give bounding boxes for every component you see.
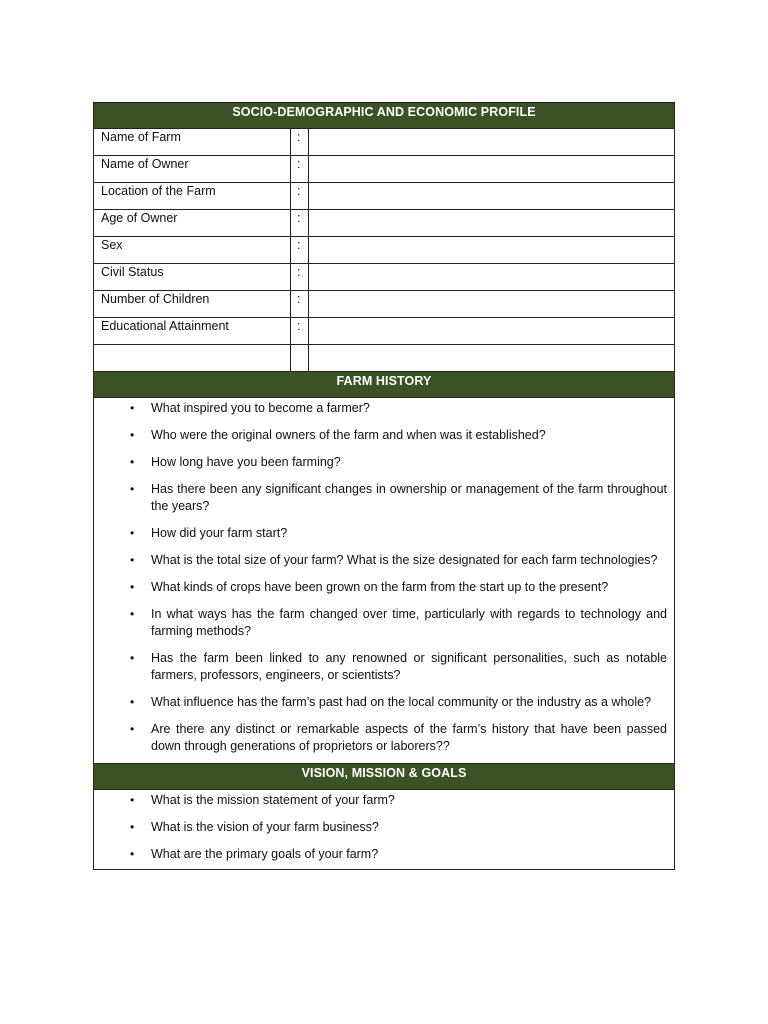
question-text: What is the total size of your farm? What is the size designated for each farm technologies?: [151, 553, 658, 567]
list-item: [94, 846, 667, 863]
question-text: How long have you been farming?: [151, 455, 341, 469]
form-row-educational-attainment: [94, 318, 674, 345]
question-text: How did your farm start?: [151, 526, 288, 540]
field-label: Educational Attainment: [94, 318, 291, 344]
form-row-number-of-children: [94, 291, 674, 318]
list-item: [94, 481, 667, 515]
form-row-blank: [94, 345, 674, 372]
question-text: What is the mission statement of your farm?: [151, 793, 395, 807]
field-label: Location of the Farm: [94, 183, 291, 209]
bullet-icon: •: [130, 482, 135, 496]
bullet-icon: •: [130, 722, 135, 736]
field-label: Name of Farm: [94, 129, 291, 155]
list-item: [94, 579, 667, 596]
field-label: Age of Owner: [94, 210, 291, 236]
question-text: Has the farm been linked to any renowned or significant personalities, such as notable farmers, professors, engineers, or scientists?: [151, 651, 667, 682]
form-row-name-of-owner: [94, 156, 674, 183]
question-text: What are the primary goals of your farm?: [151, 847, 379, 861]
form-row-age-of-owner: [94, 210, 674, 237]
field-colon: :: [291, 210, 309, 236]
form-row-name-of-farm: [94, 129, 674, 156]
question-text: What kinds of crops have been grown on the farm from the start up to the present?: [151, 580, 609, 594]
list-item: [94, 721, 667, 755]
vision-question-list: [94, 792, 674, 869]
list-item: [94, 525, 667, 542]
bullet-icon: •: [130, 793, 135, 807]
list-item: [94, 552, 667, 569]
bullet-icon: •: [130, 651, 135, 665]
form-row-civil-status: [94, 264, 674, 291]
list-item: [94, 606, 667, 640]
location-value-cell[interactable]: [309, 183, 674, 209]
question-text: What influence has the farm’s past had on the local community or the industry as a whole?: [151, 695, 652, 709]
farm-history-question-list: [94, 400, 674, 764]
blank-value-cell[interactable]: [309, 345, 674, 371]
list-item: [94, 694, 667, 711]
list-item: [94, 650, 667, 684]
name-of-farm-value-cell[interactable]: [309, 129, 674, 155]
field-colon: :: [291, 264, 309, 290]
field-label: Number of Children: [94, 291, 291, 317]
bullet-icon: •: [130, 607, 135, 621]
list-item: [94, 400, 667, 417]
field-colon: :: [291, 156, 309, 182]
name-of-owner-value-cell[interactable]: [309, 156, 674, 182]
form-row-sex: [94, 237, 674, 264]
sex-value-cell[interactable]: [309, 237, 674, 263]
field-label: Civil Status: [94, 264, 291, 290]
field-label: Sex: [94, 237, 291, 263]
bullet-icon: •: [130, 820, 135, 834]
field-colon: :: [291, 291, 309, 317]
profile-section-header: SOCIO-DEMOGRAPHIC AND ECONOMIC PROFILE: [94, 103, 674, 129]
bullet-icon: •: [130, 455, 135, 469]
question-text: Are there any distinct or remarkable aspects of the farm’s history that have been passed down through generations of proprietors or laborers??: [151, 722, 667, 753]
question-text: In what ways has the farm changed over time, particularly with regards to technology and farming methods?: [151, 607, 667, 638]
bullet-icon: •: [130, 401, 135, 415]
list-item: [94, 819, 667, 836]
question-text: What is the vision of your farm business?: [151, 820, 379, 834]
age-of-owner-value-cell[interactable]: [309, 210, 674, 236]
vision-section-header: VISION, MISSION & GOALS: [94, 764, 674, 790]
educational-attainment-value-cell[interactable]: [309, 318, 674, 344]
blank-label-cell: [94, 345, 291, 371]
number-of-children-value-cell[interactable]: [309, 291, 674, 317]
blank-colon-cell: [291, 345, 309, 371]
question-text: What inspired you to become a farmer?: [151, 401, 370, 415]
bullet-icon: •: [130, 428, 135, 442]
bullet-icon: •: [130, 580, 135, 594]
bullet-icon: •: [130, 553, 135, 567]
field-colon: :: [291, 129, 309, 155]
civil-status-value-cell[interactable]: [309, 264, 674, 290]
question-text: Has there been any significant changes in ownership or management of the farm throughout the years?: [151, 482, 667, 513]
field-colon: :: [291, 237, 309, 263]
bullet-icon: •: [130, 526, 135, 540]
question-text: Who were the original owners of the farm and when was it established?: [151, 428, 546, 442]
field-colon: :: [291, 183, 309, 209]
list-item: [94, 454, 667, 471]
profile-form: [93, 102, 675, 870]
form-row-location: [94, 183, 674, 210]
bullet-icon: •: [130, 695, 135, 709]
field-colon: :: [291, 318, 309, 344]
list-item: [94, 427, 667, 444]
bullet-icon: •: [130, 847, 135, 861]
list-item: [94, 792, 667, 809]
field-label: Name of Owner: [94, 156, 291, 182]
farm-history-section-header: FARM HISTORY: [94, 372, 674, 398]
